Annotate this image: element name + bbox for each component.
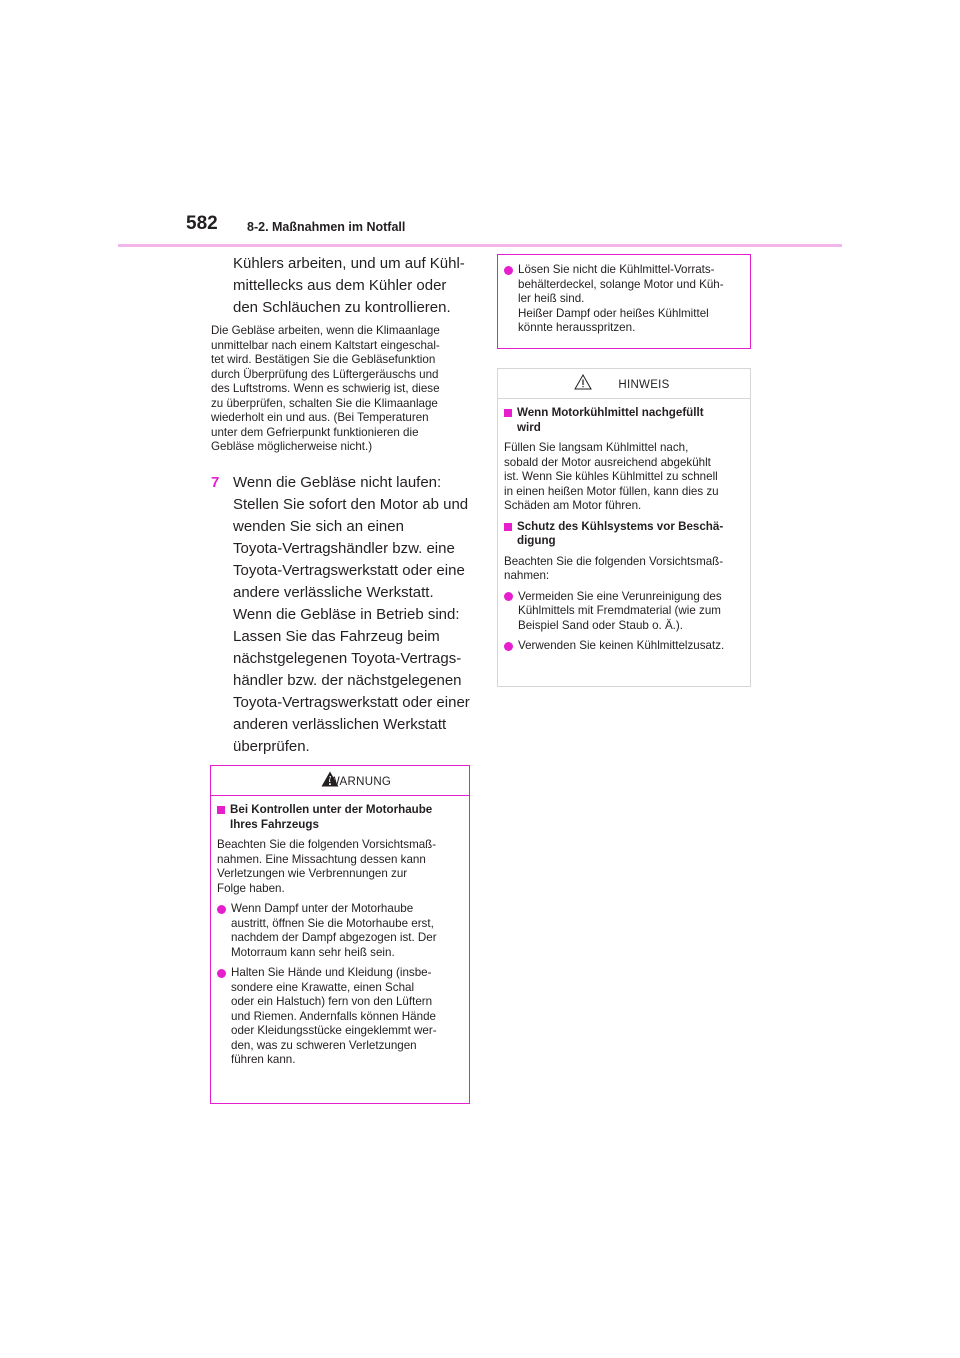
warning-continued-box (497, 254, 751, 349)
warning-title: WARNUNG (328, 776, 392, 788)
notice-bullet (504, 590, 744, 634)
text-line: Toyota-Vertragswerkstatt oder eine (233, 562, 465, 579)
text-line: unmittelbar nach einem Kaltstart eingeschal- (211, 338, 440, 352)
text-line: Stellen Sie sofort den Motor ab und (233, 496, 469, 513)
notice-heading (504, 520, 744, 549)
text-line: andere verlässliche Werkstatt. (233, 584, 434, 601)
fan-note (211, 324, 466, 455)
text-line: nahmen. Eine Missachtung dessen kann (217, 852, 426, 866)
text-line: nächstgelegenen Toyota-Vertrags- (233, 650, 462, 667)
text-line: durch Überprüfung des Lüftergeräuschs und (211, 367, 439, 381)
text-line: Verwenden Sie keinen Kühlmittelzusatz. (518, 639, 725, 652)
text-line: Füllen Sie langsam Kühlmittel nach, (504, 441, 689, 454)
round-bullet-icon (217, 905, 226, 914)
header-rule (118, 244, 842, 247)
warning-bullet (504, 263, 744, 336)
notice-header (498, 369, 750, 399)
text-line: Wenn Dampf unter der Motorhaube (231, 902, 414, 915)
warning-header (211, 766, 469, 796)
text-line: Die Gebläse arbeiten, wenn die Klimaanlage (211, 324, 440, 337)
square-bullet-icon (504, 409, 512, 417)
warning-bullet (217, 966, 463, 1068)
text-line: nachdem der Dampf abgezogen ist. Der (231, 931, 437, 944)
notice-bullet (504, 639, 744, 654)
text-line: digung (517, 534, 556, 547)
text-line: Beachten Sie die folgenden Vorsichtsmaß- (504, 554, 724, 568)
warning-intro (217, 838, 463, 896)
step-7 (211, 472, 476, 758)
round-bullet-icon (504, 266, 513, 275)
step-number: 7 (211, 474, 220, 491)
text-line: Halten Sie Hände und Kleidung (insbe- (231, 966, 432, 979)
text-line: den Schläuchen zu kontrollieren. (233, 299, 451, 316)
text-line: nahmen: (504, 569, 550, 582)
text-line: anderen verlässlichen Werkstatt (233, 716, 447, 733)
text-line: tet wird. Bestätigen Sie die Gebläsefunktion (211, 353, 436, 366)
round-bullet-icon (217, 969, 226, 978)
text-line: könnte herausspritzen. (518, 321, 636, 334)
text-line: zu überprüfen, schalten Sie die Klimaanlage (211, 396, 438, 410)
text-line: wird (517, 420, 541, 434)
text-line: Wenn Motorkühlmittel nachgefüllt (517, 406, 704, 419)
text-line: führen kann. (231, 1053, 296, 1066)
text-line: Wenn die Gebläse nicht laufen: (233, 474, 442, 491)
text-line: und Riemen. Andernfalls können Hände (231, 1009, 436, 1023)
square-bullet-icon (217, 806, 225, 814)
text-line: wiederholt ein und aus. (Bei Temperaturen (211, 411, 429, 424)
section-title: 8-2. Maßnahmen im Notfall (247, 220, 406, 234)
text-line: behälterdeckel, solange Motor und Küh- (518, 277, 724, 291)
notice-box (497, 368, 751, 687)
text-line: Motorraum kann sehr heiß sein. (231, 945, 395, 959)
text-line: Lösen Sie nicht die Kühlmittel-Vorrats- (518, 263, 715, 276)
text-line: Toyota-Vertragswerkstatt oder einer (233, 694, 470, 711)
text-line: Vermeiden Sie eine Verunreinigung des (518, 589, 722, 603)
notice-text (504, 555, 744, 584)
round-bullet-icon (504, 592, 513, 601)
text-line: Bei Kontrollen unter der Motorhaube (230, 803, 433, 816)
text-line: Heißer Dampf oder heißes Kühlmittel (518, 306, 709, 320)
text-line: ler heiß sind. (518, 292, 585, 305)
notice-heading (504, 406, 744, 435)
text-line: oder Kleidungsstücke eingeklemmt wer- (231, 1024, 437, 1037)
text-line: Wenn die Gebläse in Betrieb sind: (233, 606, 460, 623)
text-line: Folge haben. (217, 881, 285, 895)
text-line: händler bzw. der nächstgelegenen (233, 672, 462, 689)
text-line: Lassen Sie das Fahrzeug beim (233, 628, 440, 645)
text-line: Verletzungen wie Verbrennungen zur (217, 867, 408, 880)
text-line: Ihres Fahrzeugs (230, 817, 319, 831)
text-line: sondere eine Krawatte, einen Schal (231, 980, 415, 994)
round-bullet-icon (504, 642, 513, 651)
text-line: des Luftstroms. Wenn es schwierig ist, diese (211, 382, 440, 395)
text-line: Schäden am Motor führen. (504, 499, 642, 512)
step-text (233, 472, 476, 758)
text-line: in einen heißen Motor füllen, kann dies zu (504, 484, 719, 498)
text-line: Kühlers arbeiten, und um auf Kühl- (233, 255, 465, 272)
text-line: oder ein Halstuch) fern von den Lüftern (231, 995, 433, 1008)
text-line: wenden Sie sich an einen (233, 518, 404, 535)
warning-heading (217, 803, 463, 832)
notice-text (504, 441, 744, 514)
text-line: überprüfen. (233, 738, 310, 755)
continued-paragraph (233, 253, 473, 319)
text-line: unter dem Gefrierpunkt funktionieren die (211, 425, 419, 439)
text-line: mittellecks aus dem Kühler oder (233, 277, 447, 294)
text-line: Gebläse möglicherweise nicht.) (211, 440, 373, 453)
text-line: Schutz des Kühlsystems vor Beschä- (517, 519, 724, 533)
text-line: Toyota-Vertragshändler bzw. eine (233, 540, 455, 557)
text-line: Kühlmittels mit Fremdmaterial (wie zum (518, 604, 721, 617)
text-line: Beispiel Sand oder Staub o. Ä.). (518, 618, 683, 632)
text-line: Beachten Sie die folgenden Vorsichtsmaß- (217, 838, 437, 851)
text-line: ist. Wenn Sie kühles Kühlmittel zu schnell (504, 470, 718, 483)
warning-box (210, 765, 470, 1104)
text-line: austritt, öffnen Sie die Motorhaube erst, (231, 916, 434, 930)
square-bullet-icon (504, 523, 512, 531)
text-line: sobald der Motor ausreichend abgekühlt (504, 455, 711, 469)
text-line: den, was zu schweren Verletzungen (231, 1038, 417, 1052)
notice-title: HINWEIS (618, 379, 670, 391)
warning-bullet (217, 902, 463, 960)
page-number: 582 (186, 213, 218, 234)
